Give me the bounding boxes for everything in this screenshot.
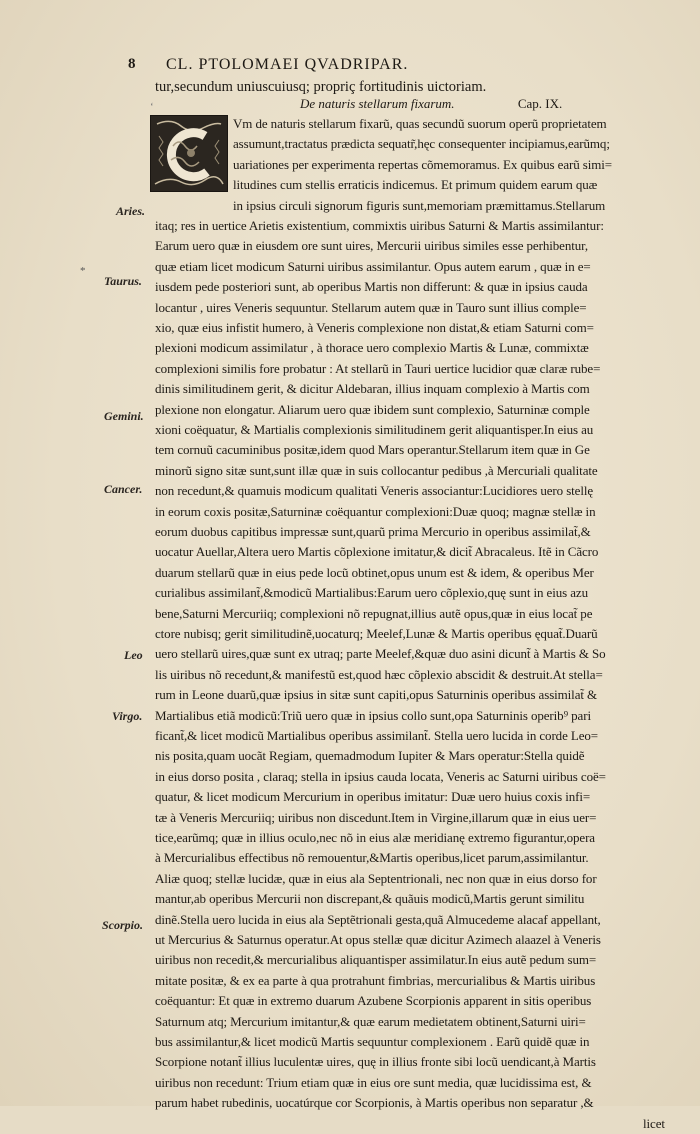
text-line: locantur , uires Veneris sequuntur. Stellarum autem quæ in Tauro sunt illius comple= — [155, 299, 587, 315]
text-line: à Mercurialibus effectibus nõ remouentur,&Martis operibus,licet parum,assimilantur. — [155, 850, 589, 866]
text-line: mitate positæ, & ex ea parte à qua protrahunt fimbrias, mercurialibus & Martis uiribus — [155, 972, 596, 988]
page-header — [128, 56, 548, 78]
text-line: ficant̃,& licet modicũ Martialibus operibus assimilant̃. Stella uero lucida in corde Leo= — [155, 728, 599, 743]
text-line: ut Mercurius & Saturnus operatur.At opus stellæ quæ dicitur Azimech alaazel à Veneris — [155, 932, 601, 947]
folio-number: 8 — [128, 56, 136, 72]
text-line: dinis similitudinem gerit, & dicitur Aldebaran, illius inquam complexio à Martis com — [155, 381, 590, 397]
running-title: CL. PTOLOMAEI QVADRIPAR. — [166, 56, 409, 73]
marginal-note-scorpio: Scorpio. — [102, 918, 144, 932]
text-line: in eius dorso posita , claraq; stella in ipsius cauda locata, Veneris ac Saturni uiribus coë= — [155, 768, 606, 784]
text-line: xioni coëquatur, & Martialis complexionis similitudinem gerit aliquantisper.In eius au — [155, 422, 594, 437]
text-line: in ipsius circuli signorum figuris sunt,memoriam præmittamus.Stellarum — [233, 197, 606, 213]
text-line: mantur,ab operibus Mercurii non discrepant,& quãuis modicũ,Martis gerunt similitu — [155, 891, 585, 907]
text-line: xio, quæ eius infistit humero, à Veneris complexione non distat,& etiam Saturni com= — [155, 320, 594, 335]
text-line: itaq; res in uertice Arietis existentium, commixtis uiribus Saturni & Martis assimilantur: — [155, 218, 604, 233]
text-line: complexioni similis fore probatur : At stellarũ in Tauri uertice lucidior quæ claræ rube= — [155, 360, 601, 376]
chapter-number: Cap. IX. — [517, 96, 563, 111]
text-line: tem cornuũ cacuminibus positæ,idem quod Mars operantur.Stellarum item quæ in Ge — [155, 442, 590, 458]
text-line: bene,Saturni Mercuriiq; complexioni nõ repugnat,illius autẽ opus,quæ in eius locat̃ pe — [155, 605, 593, 621]
marginal-note-leo: Leo — [124, 648, 143, 662]
text-line: uocatur Auellar,Altera uero Martis cõplexione imitatur,& dicit̃ Abracaleus. Itẽ in Cãcro — [155, 544, 599, 560]
text-line: Vm de naturis stellarum fixarũ, quas secundũ suorum operũ proprietatem — [233, 116, 607, 131]
text-line: plexioni modicum assimilatur , à thorace uero complexio Martis & Lunæ, commixtæ — [155, 340, 589, 356]
marginal-note-cancer: Cancer. — [104, 482, 143, 496]
text-line: duarum stellarũ quæ in eius pede locũ obtinet,opus unum est & idem, & operibus Mer — [155, 564, 594, 580]
text-line: minorũ signo sitæ sunt,sunt illæ quæ in suis collocantur pedibus ,à Mercuriali qualitate — [155, 462, 598, 478]
text-line: coëquantur: Et quæ in extremo duarum Azubene Scorpionis apparent in sitis operibus — [155, 993, 592, 1009]
text-line: lis uiribus nõ recedunt,& manifestũ est,quod hæc cõplexio abscidit & destruit.At stella= — [155, 666, 603, 682]
text-line: Scorpione notant̃ illius luculentæ uires, quę in illius fronte sibi locũ uendicant,à Martis — [155, 1054, 596, 1070]
text-line: tæ à Veneris Mercuriiq; uiribus non discedunt.Item in Virgine,illarum quæ in eius uer= — [155, 809, 597, 825]
text-line: iusdem pede posteriori sunt, ab operibus Martis non differunt: & quæ in ipsius cauda — [155, 279, 588, 295]
text-line: eorum duobus capitibus impressæ sunt,quarũ prima Mercurio in operibus assimilat̃,& — [155, 524, 591, 539]
text-line: litudines cum stellis erraticis indicemus. Et primum quidem earum quæ — [233, 177, 598, 193]
text-line: Aliæ quoq; stellæ lucidæ, quæ in eius ala Septentrionali, nec non quæ in eius dorso for — [155, 870, 597, 886]
asterisk-mark-icon: * — [80, 265, 86, 277]
text-line: curialibus assimilant̃,&modicũ Martialibus:Earum uero cõplexio,quę sunt in eius azu — [155, 585, 588, 601]
text-line: quatur, & licet modicum Mercurium in operibus imitatur: Duæ uero huius coxis infi= — [155, 789, 591, 805]
text-line: dinẽ.Stella uero lucida in eius ala Septẽtrionali gesta,quã Almucedeme alacaf appellant, — [155, 911, 601, 927]
text-line: uiribus non recedit,& mercurialibus aliquantisper assimilatur.In eius autẽ pedum sum= — [155, 952, 597, 968]
apostrophe-mark-icon: ‘ — [150, 101, 154, 113]
decorated-initial-icon — [150, 115, 228, 192]
text-line: Earum uero quæ in eiusdem ore sunt uires, Mercurii uiribus similes esse perhibentur, — [155, 238, 588, 254]
continuation-line: tur,secundum uniuscuiusq; propriç fortitudinis uictoriam. — [155, 79, 487, 95]
chapter-heading — [300, 96, 600, 112]
text-line: non recedunt,& quamuis modicum qualitati Veneris associantur:Lucidiores uero stellę — [155, 483, 594, 499]
marginal-note-taurus: Taurus. — [104, 274, 142, 288]
marginal-note-virgo: Virgo. — [112, 709, 143, 723]
text-line: Saturnum atq; Mercurium imitantur,& quæ earum medietatem obtinent,Saturni uiri= — [155, 1013, 586, 1029]
marginal-note-gemini: Gemini. — [104, 409, 144, 423]
text-line: assumunt,tractatus prædicta sequatr̃,hęc consequenter incipiamus,earũmq; — [233, 136, 610, 152]
text-line: nis posita,quam uocãt Regiam, quemadmodum Iupiter & Mars operatur:Stella quidẽ — [155, 748, 585, 764]
text-line: Martialibus etiã modicũ:Triũ uero quæ in ipsius collo sunt,opa Saturninis operib⁹ pari — [155, 707, 591, 723]
text-line: uero stellarũ uires,quæ sunt ex utraq; parte Meelef,&quæ duo asini dicunt̃ à Martis & So — [155, 646, 606, 662]
text-line: bus assimilantur,& licet modicũ Martis sequuntur complexionem . Earũ quidẽ quæ in — [155, 1034, 590, 1049]
text-line: plexione non elongatur. Aliarum uero quæ ibidem sunt complexio, Saturninæ comple — [155, 401, 590, 417]
text-line: licet — [643, 1115, 665, 1131]
text-line: ctore nubisq; gerit similitudinẽ,uocaturq; Meelef,Lunæ & Martis operibus ęquat̃.Duarũ — [155, 626, 598, 641]
text-line: uariationes per experimenta repertas cõmemoramus. Ex quibus earũ simi= — [233, 156, 613, 172]
text-line: tice,earũmq; quæ in illius oculo,nec nõ in eius alæ meridianę extremo figurantur,opera — [155, 830, 595, 845]
text-line: parum habet rubedinis, uocatúrque cor Scorpionis, à Martis operibus non separatur ,& — [155, 1095, 594, 1111]
text-line: uiribus non recedunt: Trium etiam quæ in eius ore sunt media, quæ lucidissima est, & — [155, 1074, 592, 1090]
marginal-note-aries: Aries. — [116, 204, 146, 218]
text-line: in eorum coxis positæ,Saturninæ coëquantur complexioni:Duæ quoq; magnæ stellæ in — [155, 503, 596, 519]
text-line: rum in Leone duarũ,quæ ipsius in sitæ sunt capiti,opus Saturninis operibus assimilat̃ & — [155, 687, 598, 703]
text-line: quæ etiam licet modicum Saturni uiribus assimilantur. Opus autem earum , quæ in e= — [155, 258, 591, 274]
chapter-title: De naturis stellarum fixarum. — [300, 96, 455, 111]
